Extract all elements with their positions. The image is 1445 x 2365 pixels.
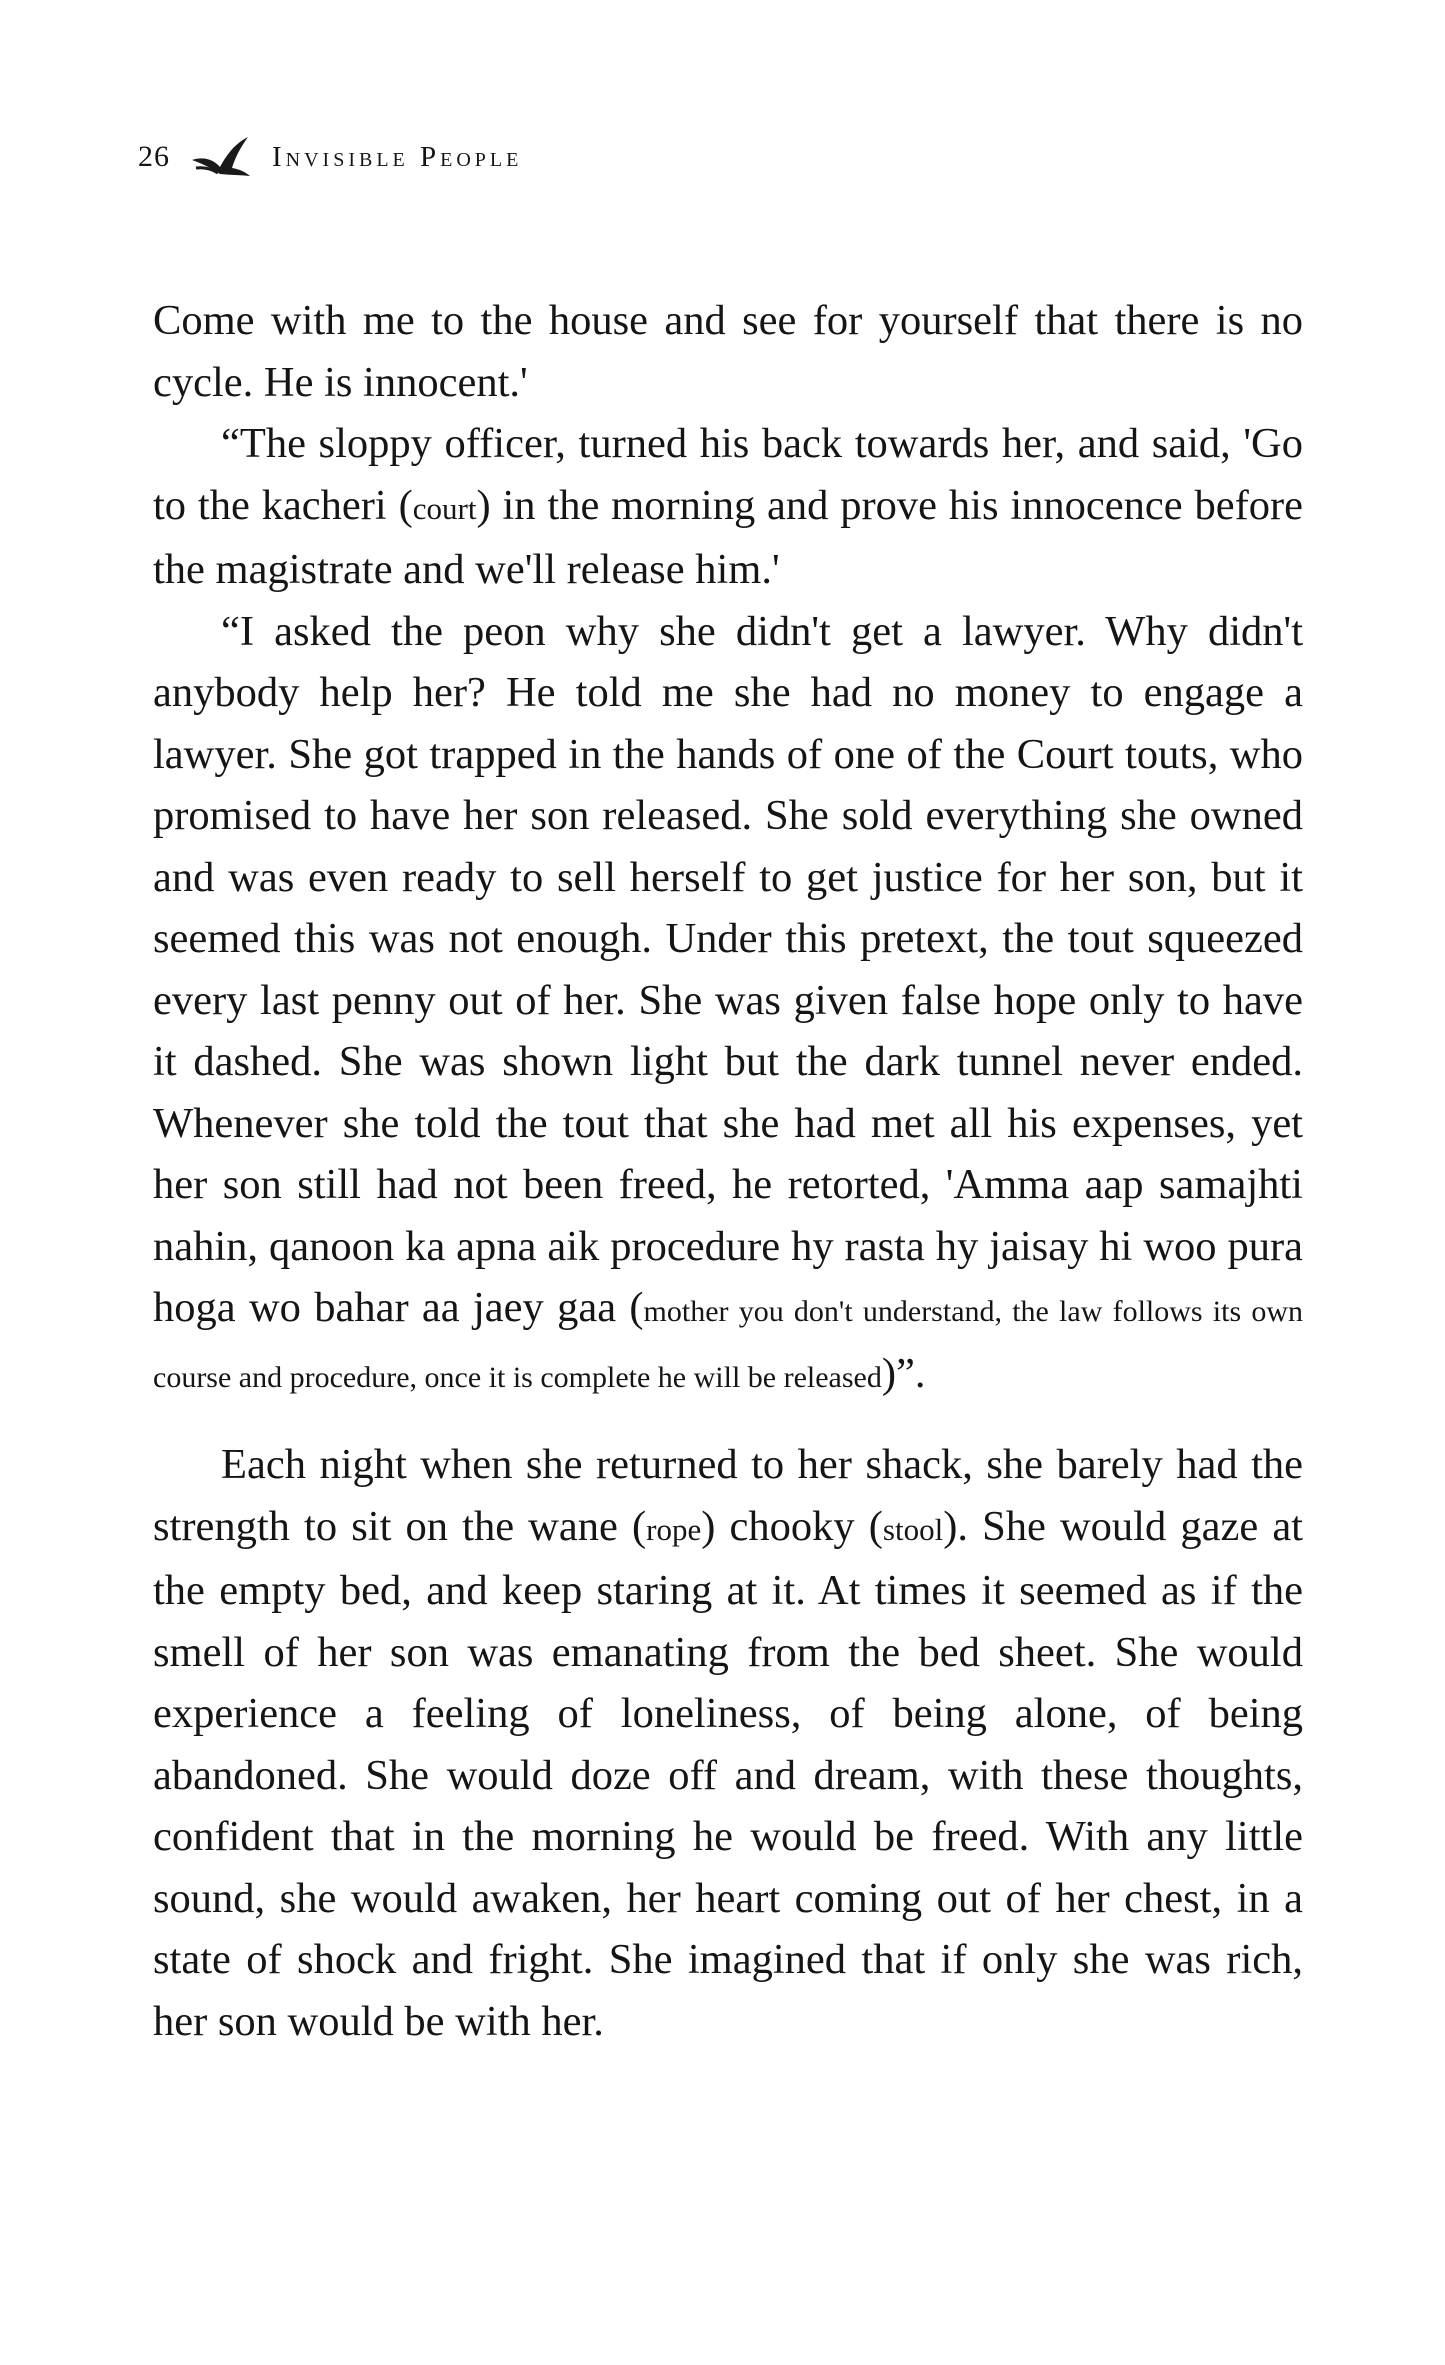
paragraph-4-text-start: Each night when she returned to her shack, she barely had the strength to sit on the wane ( <box>153 1441 1303 1550</box>
page-number: 26 <box>138 140 170 173</box>
book-title: Invisible People <box>272 140 523 173</box>
paragraph-1-text: Come with me to the house and see for yourself that there is no cycle. He is innocent.' <box>153 297 1303 406</box>
paragraph-4-text-middle: ) chooky ( <box>701 1502 883 1550</box>
running-head <box>138 132 522 182</box>
gloss-stool: stool <box>882 1511 944 1547</box>
paragraph-3-text-end: )”. <box>881 1349 926 1397</box>
paragraph-2-text-start: “The sloppy officer, turned his back towards her, and said, 'Go to the kacheri ( <box>153 420 1303 529</box>
paragraph-3-text: “I asked the peon why she didn't get a lawyer. Why didn't anybody help her? He told me she had no money to engage a lawyer. She got trapped in the hands of one of the Court touts, who promised to have her son released. She sold everything she owned and was even ready to sell herself to get justice for her son, but it seemed this was not enough. Under this pretext, the tout squeezed every last penny out of her. She was given false hope only to have it dashed. She was shown light but the dark tunnel never ended. Whenever she told the tout that she had met all his expenses, yet her son still had not been freed, he retorted, 'Amma aap samajhti nahin, qanoon ka apna aik procedure hy rasta hy jaisay hi woo pura hoga wo bahar aa jaey gaa ( <box>153 607 1303 1331</box>
paragraph-2 <box>153 413 1303 601</box>
paragraph-2-text-end: ) in the morning and prove his innocence before the magistrate and we'll release him.' <box>153 481 1303 593</box>
paragraph-4 <box>153 1434 1303 2052</box>
paragraph-4-text-end: ). She would gaze at the empty bed, and keep staring at it. At times it seemed as if the smell of her son was emanating from the bed sheet. She would experience a feeling of loneliness, of being alone, of being abandoned. She would doze off and dream, with these thoughts, confident that in the morning he would be freed. With any little sound, she would awaken, her heart coming out of her chest, in a state of shock and fright. She imagined that if only she was rich, her son would be with her. <box>153 1502 1303 2045</box>
body-text <box>153 290 1303 2052</box>
swallow-bird-icon <box>190 134 252 180</box>
paragraph-3 <box>153 601 1303 1409</box>
gloss-court: court <box>412 490 477 526</box>
gloss-rope: rope <box>646 1511 702 1547</box>
paragraph-1 <box>153 290 1303 413</box>
gloss-translation: mother you don't understand, the law follows its own course and procedure, once it is complete he will be released <box>153 1295 1303 1394</box>
